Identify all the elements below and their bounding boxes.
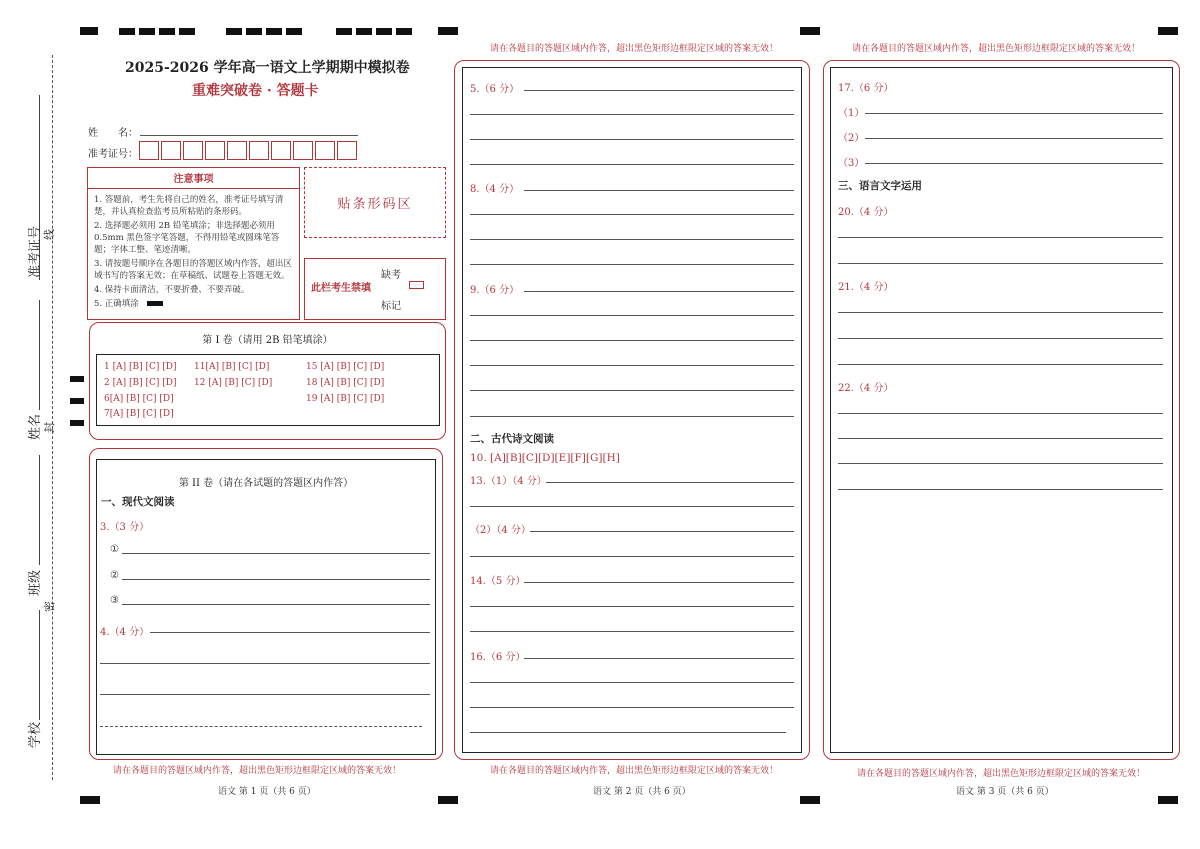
- side-label-class: 班级: [28, 569, 43, 596]
- choice-row[interactable]: 15 [A] [B] [C] [D]: [306, 362, 385, 372]
- answer-line[interactable]: [100, 694, 430, 695]
- answer-line[interactable]: [470, 164, 794, 165]
- notice-title: 注意事项: [88, 168, 299, 189]
- answer-line[interactable]: [838, 463, 1163, 464]
- question-16-label: 16.（6 分）: [470, 652, 526, 663]
- notice-box: [87, 167, 300, 320]
- answer-line[interactable]: [524, 90, 794, 91]
- choice-row[interactable]: 1 [A] [B] [C] [D]: [104, 362, 177, 372]
- answer-line[interactable]: [470, 264, 794, 265]
- registration-mark: [800, 27, 820, 35]
- q3-sub-1-label: ①: [110, 544, 119, 555]
- choice-row[interactable]: 11[A] [B] [C] [D]: [194, 362, 270, 372]
- q3-sub-3-label: ③: [110, 595, 119, 606]
- choice-row[interactable]: 19 [A] [B] [C] [D]: [306, 394, 385, 404]
- id-digit-box[interactable]: [271, 141, 291, 160]
- timing-mark: [70, 376, 84, 382]
- question-10-choices[interactable]: 10. [A][B][C][D][E][F][G][H]: [470, 452, 620, 464]
- answer-line[interactable]: [150, 632, 430, 633]
- question-14-label: 14.（5 分）: [470, 576, 526, 587]
- question-13-2-label: （2）（4 分）: [470, 525, 531, 536]
- answer-line[interactable]: [865, 138, 1163, 139]
- part1-title: 第 I 卷（请用 2B 铅笔填涂）: [202, 335, 333, 346]
- side-label-mi: 密: [43, 601, 56, 612]
- section-classical-reading: 二、古代诗文阅读: [470, 433, 554, 445]
- answer-line[interactable]: [530, 531, 794, 532]
- exam-subtitle: 重难突破卷 · 答题卡: [192, 83, 319, 99]
- q3-sub-2-label: ②: [110, 570, 119, 581]
- answer-line[interactable]: [470, 214, 794, 215]
- side-label-name: 姓名: [28, 413, 43, 440]
- answer-line[interactable]: [838, 438, 1163, 439]
- answer-line[interactable]: [470, 631, 794, 632]
- page1-footer: 语文 第 1 页（共 6 页）: [218, 787, 316, 797]
- timing-mark: [336, 28, 412, 35]
- id-label: 准考证号：: [88, 149, 138, 160]
- registration-mark: [438, 27, 458, 35]
- side-label-id: 准考证号: [28, 225, 43, 278]
- timing-mark: [226, 28, 302, 35]
- registration-mark: [800, 796, 820, 804]
- answer-line[interactable]: [838, 338, 1163, 339]
- timing-mark: [70, 420, 84, 426]
- page3-answer-box: [830, 67, 1173, 753]
- answer-line[interactable]: [838, 263, 1163, 264]
- q17-sub-1-label: （1）: [838, 108, 865, 119]
- answer-line[interactable]: [838, 237, 1163, 238]
- school-underline: [39, 610, 40, 720]
- notice-item-text: 5. 正确填涂: [94, 299, 139, 309]
- absent-checkbox[interactable]: [409, 281, 424, 289]
- absent-mark-text-1: 缺考: [381, 270, 401, 281]
- answer-line[interactable]: [865, 163, 1163, 164]
- page2-footer: 语文 第 2 页（共 6 页）: [593, 787, 691, 797]
- registration-mark: [438, 796, 458, 804]
- id-digit-box[interactable]: [249, 141, 269, 160]
- question-4-label: 4.（4 分）: [100, 627, 150, 638]
- timing-mark: [70, 398, 84, 404]
- binding-dashed-line: [52, 55, 53, 780]
- question-3-label: 3.（3 分）: [100, 522, 150, 533]
- name-label: 姓 名：: [88, 128, 138, 139]
- registration-mark: [1158, 27, 1178, 35]
- question-21-label: 21.（4 分）: [838, 282, 894, 293]
- answer-line[interactable]: [838, 312, 1163, 313]
- choice-row[interactable]: 6[A] [B] [C] [D]: [104, 394, 174, 404]
- page2-warning-bottom: 请在各题目的答题区域内作答，超出黑色矩形边框限定区域的答案无效！: [490, 766, 779, 776]
- registration-mark: [80, 796, 100, 804]
- answer-line[interactable]: [122, 553, 430, 554]
- answer-line[interactable]: [470, 390, 794, 391]
- answer-line[interactable]: [524, 582, 794, 583]
- question-9-label: 9.（6 分）: [470, 285, 520, 296]
- answer-line[interactable]: [470, 239, 794, 240]
- question-5-label: 5.（6 分）: [470, 84, 520, 95]
- registration-mark: [1158, 796, 1178, 804]
- answer-line[interactable]: [470, 114, 794, 115]
- notice-item: 1. 答题前，考生先将自己的姓名，准考证号填写清楚，并认真检查监考员所粘贴的条形码。: [94, 195, 284, 217]
- choice-row[interactable]: 2 [A] [B] [C] [D]: [104, 378, 177, 388]
- barcode-label: 贴条形码区: [337, 197, 413, 212]
- answer-line[interactable]: [470, 707, 794, 708]
- barcode-area: [304, 167, 446, 238]
- page3-warning-bottom: 请在各题目的答题区域内作答，超出黑色矩形边框限定区域的答案无效！: [857, 769, 1146, 779]
- id-digit-box[interactable]: [337, 141, 357, 160]
- answer-line[interactable]: [100, 726, 422, 727]
- page1-warning: 请在各题目的答题区域内作答，超出黑色矩形边框限定区域的答案无效！: [113, 766, 402, 776]
- q17-sub-2-label: （2）: [838, 133, 865, 144]
- page3-footer: 语文 第 3 页（共 6 页）: [956, 787, 1054, 797]
- page3-warning-top: 请在各题目的答题区域内作答，超出黑色矩形边框限定区域的答案无效！: [852, 44, 1141, 54]
- question-8-label: 8.（4 分）: [470, 184, 520, 195]
- name-input-line[interactable]: [140, 135, 358, 136]
- id-digit-box[interactable]: [293, 141, 313, 160]
- registration-mark: [80, 27, 98, 35]
- notice-item: 2. 选择题必须用 2B 铅笔填涂；非选择题必须用 0.5mm 黑色签字笔答题，不得用铅笔或圆珠笔答题；字体工整、笔迹清晰。: [94, 221, 280, 255]
- id-digit-box[interactable]: [183, 141, 203, 160]
- answer-line[interactable]: [100, 663, 430, 664]
- timing-mark: [119, 28, 195, 35]
- side-label-school: 学校: [28, 721, 43, 748]
- answer-line[interactable]: [838, 413, 1163, 414]
- id-digit-box[interactable]: [161, 141, 181, 160]
- question-13-1-label: 13.（1）（4 分）: [470, 476, 547, 487]
- section-modern-reading: 一、现代文阅读: [101, 496, 175, 508]
- answer-line[interactable]: [838, 489, 1163, 490]
- name-underline: [39, 300, 40, 410]
- answer-line[interactable]: [470, 606, 794, 607]
- question-17-label: 17.（6 分）: [838, 83, 894, 94]
- answer-line[interactable]: [470, 732, 786, 733]
- answer-line[interactable]: [122, 604, 430, 605]
- question-22-label: 22.（4 分）: [838, 383, 894, 394]
- answer-line[interactable]: [470, 340, 794, 341]
- answer-line[interactable]: [470, 682, 794, 683]
- answer-line[interactable]: [838, 364, 1163, 365]
- answer-line[interactable]: [524, 291, 794, 292]
- answer-line[interactable]: [470, 139, 794, 140]
- filled-sample-icon: [147, 301, 163, 306]
- answer-line[interactable]: [470, 506, 794, 507]
- section-language-use: 三、语言文字运用: [838, 180, 922, 192]
- side-label-feng: 封: [43, 422, 56, 433]
- absent-box: [304, 258, 446, 320]
- notice-item: [94, 298, 293, 310]
- id-boxes[interactable]: [139, 141, 359, 160]
- class-underline: [39, 455, 40, 565]
- answer-line[interactable]: [865, 113, 1163, 114]
- page2-warning-top: 请在各题目的答题区域内作答，超出黑色矩形边框限定区域的答案无效！: [490, 44, 779, 54]
- exam-title: 2025-2026 学年高一语文上学期期中模拟卷: [125, 60, 410, 76]
- side-label-xian: 线: [43, 229, 56, 240]
- id-digit-box[interactable]: [139, 141, 159, 160]
- absent-label: 此栏考生禁填: [311, 283, 371, 294]
- part2-title: 第 II 卷（请在各试题的答题区内作答）: [178, 478, 354, 489]
- choice-row[interactable]: 18 [A] [B] [C] [D]: [306, 378, 385, 388]
- absent-mark-text-2: 标记: [381, 301, 401, 312]
- answer-line[interactable]: [122, 579, 430, 580]
- id-digit-box[interactable]: [227, 141, 247, 160]
- id-digit-box[interactable]: [205, 141, 225, 160]
- answer-line[interactable]: [524, 190, 794, 191]
- answer-line[interactable]: [470, 556, 794, 557]
- notice-item: 3. 请按题号顺序在各题目的答题区域内作答，超出区域书写的答案无效；在草稿纸、试题卷上答题无效。: [94, 259, 292, 281]
- answer-line[interactable]: [546, 482, 794, 483]
- id-digit-box[interactable]: [315, 141, 335, 160]
- q17-sub-3-label: （3）: [838, 158, 865, 169]
- answer-line[interactable]: [470, 416, 794, 417]
- choice-row[interactable]: 7[A] [B] [C] [D]: [104, 409, 174, 419]
- answer-line[interactable]: [524, 658, 794, 659]
- notice-list: [88, 189, 299, 310]
- notice-item: 4. 保持卡面清洁，不要折叠、不要弄破。: [94, 285, 250, 295]
- question-20-label: 20.（4 分）: [838, 207, 894, 218]
- answer-line[interactable]: [470, 315, 794, 316]
- answer-line[interactable]: [470, 365, 794, 366]
- choice-row[interactable]: 12 [A] [B] [C] [D]: [194, 378, 273, 388]
